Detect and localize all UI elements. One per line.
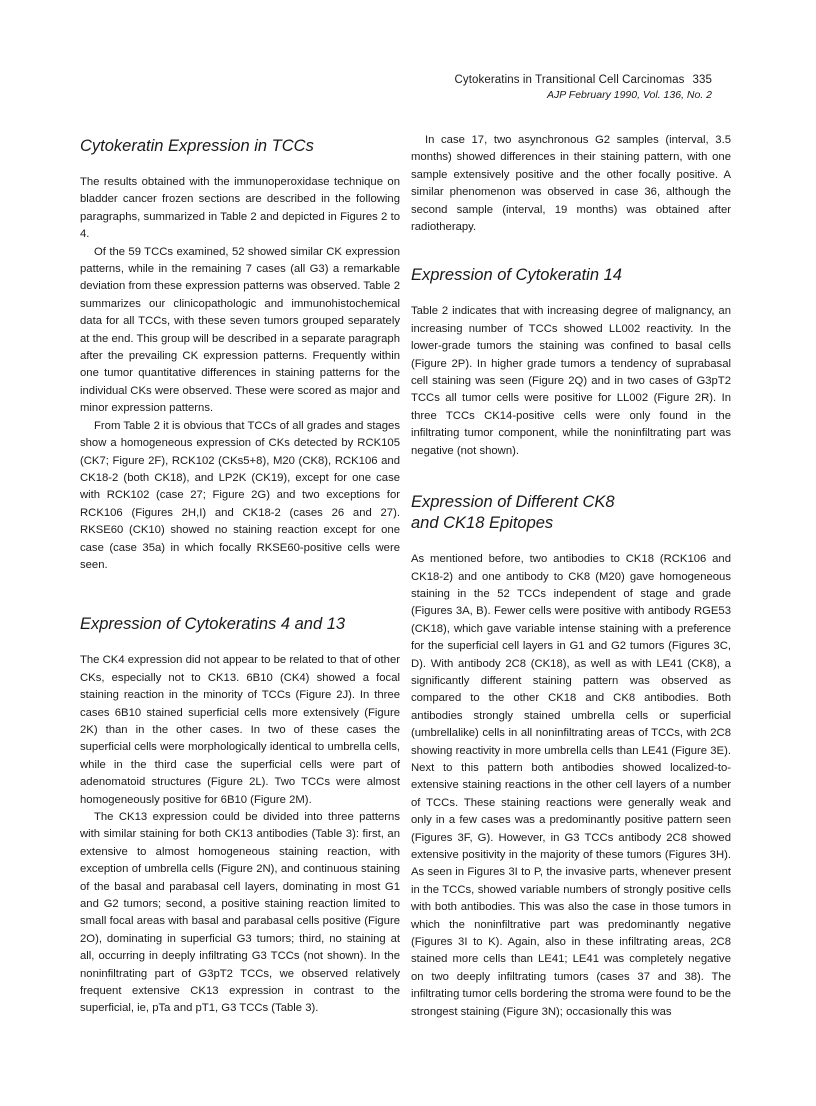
paragraph: The results obtained with the immunoperoxidase technique on bladder cancer frozen sections are described in the following paragraphs, summarized in Table 2 and depicted in Figures 2 to 4. (80, 176, 400, 241)
running-title: Cytokeratins in Transitional Cell Carcinomas (454, 74, 685, 86)
running-head (454, 72, 712, 103)
paragraph: The CK4 expression did not appear to be related to that of other CKs, especially not to CK13. 6B10 (CK4) showed a focal staining reaction in the minority of TCCs (Figure 2J). In three cases 6B10 stained superficial cells more extensively (Figure 2K) than in the other cases. In two of these cases the superficial cells were morphologically identical to umbrella cells, while in the third case the superficial cells were part of adenomatoid structures (Figure 2L). Two TCCs were almost homogeneously positive for 6B10 (Figure 2M). (80, 654, 400, 806)
right-column (411, 132, 731, 1021)
paragraph: From Table 2 it is obvious that TCCs of all grades and stages show a homogeneous expression of CKs detected by RCK105 (CK7; Figure 2F), RCK102 (CKs5+8), M20 (CK8), RCK106 and CK18-2 (both CK18), and LP2K (CK19), except for one case with RCK102 (case 27; Figure 2G) and two exceptions for RCK106 (Figures 2H,I) and CK18-2 (cases 26 and 27). RKSE60 (CK10) showed no staining reaction except for one case (case 35a) in which focally RKSE60-positive cells were seen. (80, 419, 400, 571)
journal-citation: AJP February 1990, Vol. 136, No. 2 (547, 89, 712, 101)
left-column (80, 132, 400, 1018)
section-heading-ck14: Expression of Cytokeratin 14 (411, 266, 622, 285)
paragraph: The CK13 expression could be divided into three patterns with similar staining for both CK13 antibodies (Table 3): first, an extensive to almost homogeneous staining reaction, with exception of umbrella cells (Figure 2N), and continuous staining of the basal and parabasal cell layers, dominating in most G1 and G2 tumors; second, a positive staining reaction limited to small focal areas with basal and parabasal cells positive (Figure 2O), dominating in superficial G3 tumors; third, no staining at all, occurring in deeply infiltrating G3 TCCs (not shown). In the noninfiltrating part of G3pT2 TCCs, we observed relatively frequent extensive CK13 expression in contrast to the superficial, ie, pTa and pT1, G3 TCCs (Table 3). (80, 811, 400, 1015)
heading-line: Expression of Different CK8 (411, 493, 615, 512)
section-heading-ck4-ck13: Expression of Cytokeratins 4 and 13 (80, 615, 346, 634)
section-heading-ck-expression: Cytokeratin Expression in TCCs (80, 137, 314, 155)
paragraph: In case 17, two asynchronous G2 samples (interval, 3.5 months) showed differences in their staining pattern, with one sample extensively positive and the other focally positive. A similar phenomenon was observed in case 36, although the second sample (interval, 19 months) was obtained after radiotherapy. (411, 134, 731, 234)
paragraph: As mentioned before, two antibodies to CK18 (RCK106 and CK18-2) and one antibody to CK8 (M20) gave homogeneous staining in the 52 TCCs independent of stage and grade (Figures 3A, B). Fewer cells were positive with antibody RGE53 (CK18), which gave variable intense staining with a preference for the superficial cell layers in G1 and G2 tumors (Figures 3C, D). With antibody 2C8 (CK18), as well as with LE41 (CK8), a significantly different staining pattern was observed as compared to the other CK18 and CK8 antibodies. Both antibodies strongly stained umbrella cells or superficial (umbrellalike) cells in all noninfiltrating areas of TCCs, with 2C8 showing reactivity in more umbrella cells than LE41 (Figure 3E). Next to this pattern both antibodies showed localized-to-extensive staining reactions in the other cell layers of a number of TCCs. These staining reactions were generally weak and only in a few cases was a predominantly positive pattern seen (Figures 3F, G). However, in G3 TCCs antibody 2C8 showed extensive positivity in the majority of these tumors (Figures 3H). As seen in Figures 3I to P, the invasive parts, whenever present in the TCCs, showed variable numbers of strongly positive cells with both antibodies. This was also the case in those tumors in which the noninfiltrative part was predominantly negative (Figures 3I to K). Again, also in these infiltrating areas, 2C8 stained more cells than LE41; LE41 was completely negative on two deeply infiltrating tumors (cases 37 and 38). The infiltrating tumor cells bordering the stroma were found to be the strongest staining (Figure 3N); occasionally this was (411, 553, 731, 1018)
paragraph: Of the 59 TCCs examined, 52 showed similar CK expression patterns, while in the remaining 7 cases (all G3) a remarkable deviation from these expression patterns was observed. Table 2 summarizes our clinicopathologic and immunohistochemical data for all TCCs, with these seven tumors grouped separately at the end. This group will be described in a separate paragraph after the prevailing CK expression patterns. Frequently within one tumor quantitative differences in staining patterns for the individual CKs were observed. These were scored as major and minor expression patterns. (80, 245, 400, 415)
page-number: 335 (692, 74, 712, 86)
paragraph: Table 2 indicates that with increasing degree of malignancy, an increasing number of TCCs showed LL002 reactivity. In the lower-grade tumors the staining was confined to basal cells (Figure 2P). In higher grade tumors a tendency of suprabasal cell staining was seen (Figure 2Q) and in two cases of G3pT2 TCCs all tumor cells were positive for LL002 (Figure 2R). In three TCCs CK14-positive cells were only found in the infiltrating tumor component, while the noninfiltrating part was negative (not shown). (411, 305, 731, 457)
section-heading-ck8-ck18 (411, 492, 731, 534)
running-head-title-line (454, 72, 712, 88)
heading-line: and CK18 Epitopes (411, 514, 554, 533)
